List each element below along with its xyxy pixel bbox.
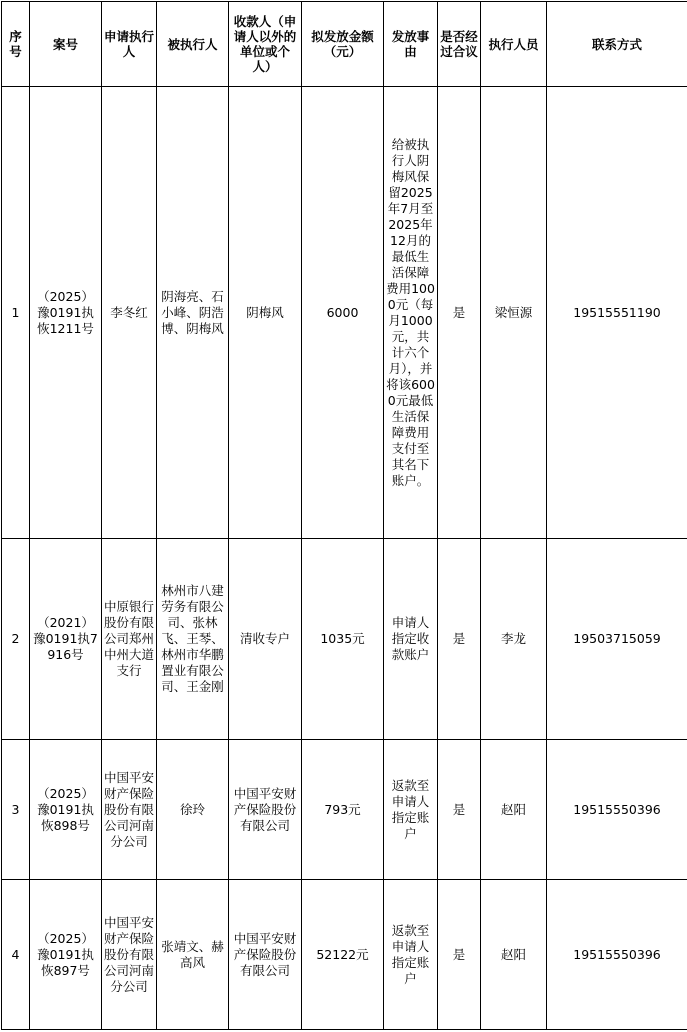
header-meeting: 是否经过合议 — [438, 2, 481, 87]
cell-respondent: 徐玲 — [157, 740, 229, 880]
cell-payee: 阴梅风 — [229, 87, 302, 539]
header-contact: 联系方式 — [547, 2, 687, 87]
cell-amount: 6000 — [302, 87, 384, 539]
header-officer: 执行人员 — [481, 2, 547, 87]
header-row — [2, 2, 687, 87]
cell-seq: 4 — [2, 880, 30, 1030]
cell-reason: 申请人指定收款账户 — [384, 539, 438, 740]
cell-applicant: 中国平安财产保险股份有限公司河南分公司 — [102, 740, 157, 880]
table-row — [2, 87, 687, 539]
cell-case-no: （2025）豫0191执恢898号 — [30, 740, 102, 880]
cell-contact: 19515551190 — [547, 87, 687, 539]
header-seq: 序号 — [2, 2, 30, 87]
cell-respondent: 张靖文、赫高风 — [157, 880, 229, 1030]
table-row — [2, 880, 687, 1030]
header-payee: 收款人（申请人以外的单位或个人） — [229, 2, 302, 87]
cell-respondent: 阴海亮、石小峰、阴浩博、阴梅风 — [157, 87, 229, 539]
cell-contact: 19515550396 — [547, 740, 687, 880]
cell-payee: 中国平安财产保险股份有限公司 — [229, 740, 302, 880]
cell-respondent: 林州市八建劳务有限公司、张林飞、王琴、林州市华鹏置业有限公司、王金刚 — [157, 539, 229, 740]
cell-case-no: （2025）豫0191执恢897号 — [30, 880, 102, 1030]
header-respondent: 被执行人 — [157, 2, 229, 87]
cell-meeting: 是 — [438, 740, 481, 880]
cell-case-no: （2021）豫0191执7916号 — [30, 539, 102, 740]
cell-seq: 2 — [2, 539, 30, 740]
cell-meeting: 是 — [438, 539, 481, 740]
table-row — [2, 539, 687, 740]
cell-officer: 李龙 — [481, 539, 547, 740]
table-row — [2, 740, 687, 880]
cell-officer: 赵阳 — [481, 880, 547, 1030]
cell-reason: 返款至申请人指定账户 — [384, 880, 438, 1030]
cell-payee: 中国平安财产保险股份有限公司 — [229, 880, 302, 1030]
header-amount: 拟发放金额（元） — [302, 2, 384, 87]
cell-amount: 793元 — [302, 740, 384, 880]
cell-applicant: 李冬红 — [102, 87, 157, 539]
cell-officer: 赵阳 — [481, 740, 547, 880]
cell-amount: 1035元 — [302, 539, 384, 740]
header-applicant: 申请执行人 — [102, 2, 157, 87]
cell-officer: 梁恒源 — [481, 87, 547, 539]
cell-amount: 52122元 — [302, 880, 384, 1030]
cell-meeting: 是 — [438, 87, 481, 539]
disbursement-table — [1, 1, 687, 1030]
cell-seq: 1 — [2, 87, 30, 539]
header-case-no: 案号 — [30, 2, 102, 87]
cell-contact: 19515550396 — [547, 880, 687, 1030]
cell-applicant: 中国平安财产保险股份有限公司河南分公司 — [102, 880, 157, 1030]
cell-contact: 19503715059 — [547, 539, 687, 740]
cell-seq: 3 — [2, 740, 30, 880]
cell-applicant: 中原银行股份有限公司郑州中州大道支行 — [102, 539, 157, 740]
header-reason: 发放事由 — [384, 2, 438, 87]
cell-reason: 给被执行人阴梅风保留2025年7月至2025年12月的最低生活保障费用1000元（每月1000元，共计六个月），并将该6000元最低生活保障费用支付至其名下账户。 — [384, 87, 438, 539]
cell-meeting: 是 — [438, 880, 481, 1030]
cell-reason: 返款至申请人指定账户 — [384, 740, 438, 880]
cell-payee: 清收专户 — [229, 539, 302, 740]
cell-case-no: （2025）豫0191执恢1211号 — [30, 87, 102, 539]
